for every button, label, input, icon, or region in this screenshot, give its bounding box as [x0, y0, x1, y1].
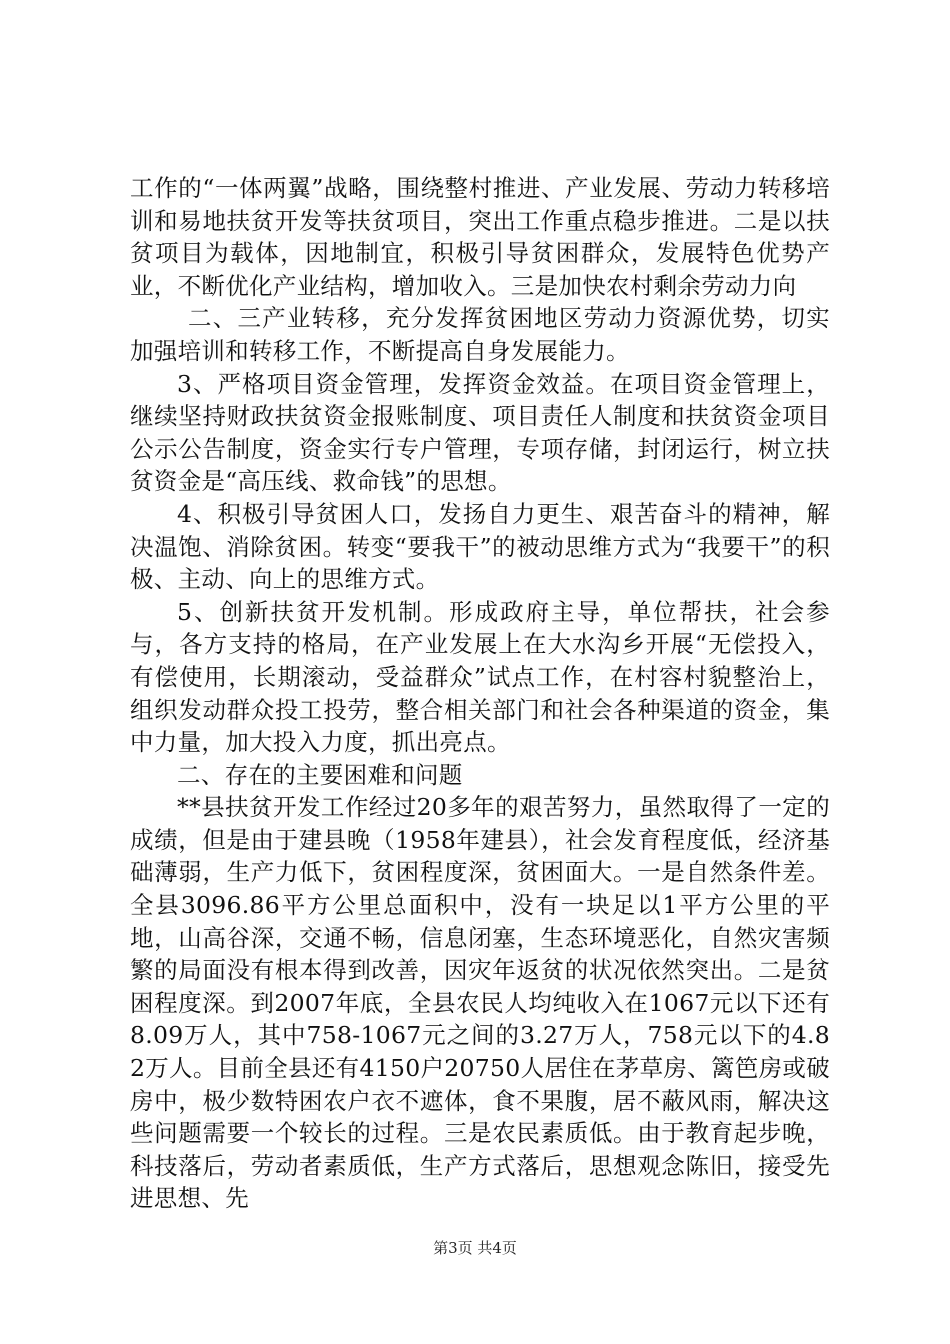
paragraph-industry-transfer: 二、三产业转移，充分发挥贫困地区劳动力资源优势，切实加强培训和转移工作，不断提高自身发展能力。 — [130, 304, 830, 365]
paragraph-fund-management: 3、严格项目资金管理，发挥资金效益。在项目资金管理上，继续坚持财政扶贫资金报账制度、项目责任人制度和扶贫资金项目公示公告制度，资金实行专户管理，专项存储，封闭运行，树立扶贫资金是“高压线、救命钱”的思想。 — [130, 369, 830, 496]
paragraph-self-reliance: 4、积极引导贫困人口，发扬自力更生、艰苦奋斗的精神，解决温饱、消除贫困。转变“要我干”的被动思维方式为“我要干”的积极、主动、向上的思维方式。 — [130, 499, 830, 594]
document-body — [130, 172, 830, 1215]
page-number-footer: 第3页 共4页 — [433, 1239, 517, 1257]
paragraph-strategy-continued: 工作的“一体两翼”战略，围绕整村推进、产业发展、劳动力转移培训和易地扶贫开发等扶贫项目，突出工作重点稳步推进。二是以扶贫项目为载体，因地制宜，积极引导贫困群众，发展特色优势产业，不断优化产业结构，增加收入。三是加快农村剩余劳动力向 — [130, 174, 830, 300]
section-heading-difficulties: 二、存在的主要困难和问题 — [177, 760, 463, 789]
paragraph-difficulties: **县扶贫开发工作经过20多年的艰苦努力，虽然取得了一定的成绩，但是由于建县晚（1958年建县），社会发育程度低，经济基础薄弱，生产力低下，贫困程度深，贫困面大。一是自然条件差。全县3096.86平方公里总面积中，没有一块足以1平方公里的平地，山高谷深，交通不畅，信息闭塞，生态环境恶化，自然灾害频繁的局面没有根本得到改善，因灾年返贫的状况依然突出。二是贫困程度深。到2007年底，全县农民人均纯收入在1067元以下还有8.09万人，其中758-1067元之间的3.27万人，758元以下的4.82万人。目前全县还有4150户20750人居住在茅草房、篱笆房或破房中，极少数特困农户衣不遮体，食不果腹，居不蔽风雨，解决这些问题需要一个较长的过程。三是农民素质低。由于教育起步晚，科技落后，劳动者素质低，生产方式落后，思想观念陈旧，接受先进思想、先 — [130, 793, 830, 1213]
paragraph-mechanism-innovation: 5、创新扶贫开发机制。形成政府主导，单位帮扶，社会参与，各方支持的格局，在产业发展上在大水沟乡开展“无偿投入，有偿使用，长期滚动，受益群众”试点工作，在村容村貌整治上，组织发动群众投工投劳，整合相关部门和社会各种渠道的资金，集中力量，加大投入力度，抓出亮点。 — [130, 597, 830, 757]
